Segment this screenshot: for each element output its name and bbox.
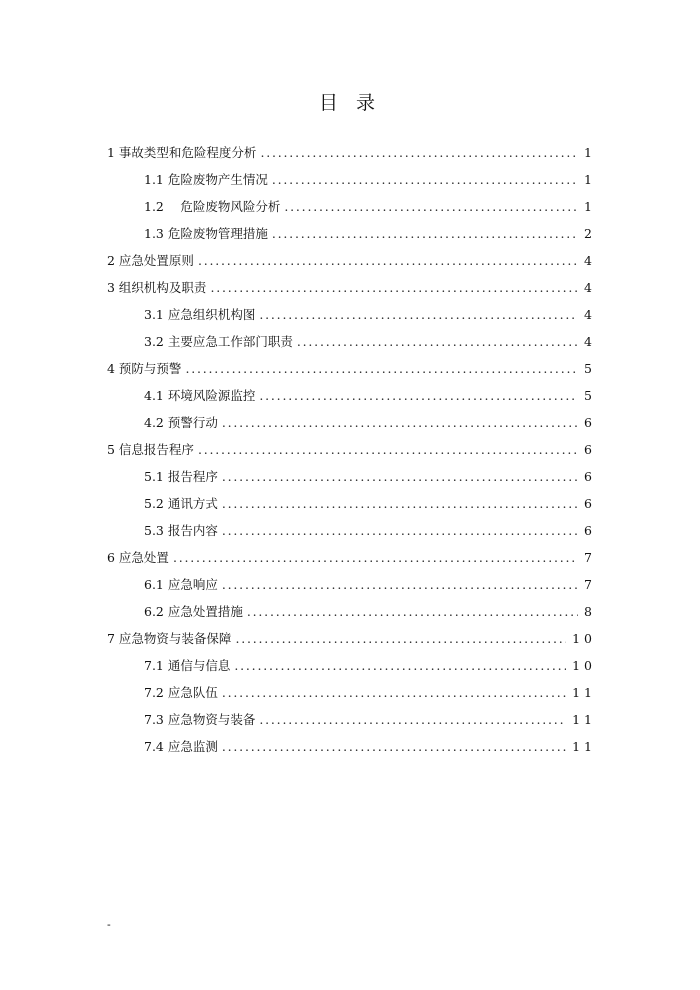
toc-entry-label: 1.2 危险废物风险分析	[144, 199, 281, 214]
toc-entry[interactable]	[107, 276, 596, 300]
toc-dot-leader	[259, 384, 578, 408]
toc-dot-leader	[210, 276, 578, 300]
toc-entry-label: 3 组织机构及职责	[107, 280, 207, 295]
toc-entry-page: 7	[584, 577, 596, 592]
toc-entry-label: 7.2 应急队伍	[144, 685, 218, 700]
toc-entry[interactable]	[144, 708, 596, 732]
toc-dot-leader	[247, 600, 578, 624]
toc-entry[interactable]	[107, 357, 596, 381]
toc-entry[interactable]	[107, 249, 596, 273]
toc-entry[interactable]	[144, 384, 596, 408]
toc-dot-leader	[259, 708, 566, 732]
toc-dot-leader	[198, 249, 578, 273]
toc-dot-leader	[173, 546, 578, 570]
toc-entry-label: 1 事故类型和危险程度分析	[107, 145, 257, 160]
toc-entry-page: 4	[584, 334, 596, 349]
toc-entry[interactable]	[144, 492, 596, 516]
toc-entry-page: 6	[584, 415, 596, 430]
toc-entry-label: 7 应急物资与装备保障	[107, 631, 232, 646]
toc-entry-label: 3.2 主要应急工作部门职责	[144, 334, 293, 349]
toc-entry-label: 1.1 危险废物产生情况	[144, 172, 268, 187]
toc-entry-page: 6	[584, 496, 596, 511]
toc-entry[interactable]	[144, 195, 596, 219]
toc-dot-leader	[222, 492, 578, 516]
toc-entry[interactable]	[144, 681, 596, 705]
toc-entry-page: 10	[572, 658, 596, 673]
toc-entry[interactable]	[144, 411, 596, 435]
toc-entry-page: 4	[584, 253, 596, 268]
toc-entry[interactable]	[107, 627, 596, 651]
toc-dot-leader	[272, 168, 578, 192]
toc-entry-label: 6 应急处置	[107, 550, 169, 565]
toc-entry-label: 5 信息报告程序	[107, 442, 194, 457]
toc-dot-leader	[198, 438, 578, 462]
toc-dot-leader	[297, 330, 578, 354]
toc-entry-label: 7.3 应急物资与装备	[144, 712, 256, 727]
toc-dot-leader	[235, 627, 566, 651]
toc-dot-leader	[234, 654, 566, 678]
toc-dot-leader	[260, 141, 578, 165]
footer-mark: -	[107, 918, 111, 931]
toc-entry[interactable]	[107, 141, 596, 165]
toc-entry[interactable]	[144, 168, 596, 192]
toc-entry-page: 5	[584, 388, 596, 403]
toc-entry-page: 1	[584, 145, 596, 160]
toc-entry[interactable]	[144, 654, 596, 678]
toc-entry-page: 6	[584, 523, 596, 538]
toc-entry-label: 7.4 应急监测	[144, 739, 218, 754]
toc-entry[interactable]	[107, 546, 596, 570]
toc-entry-page: 8	[584, 604, 596, 619]
toc-dot-leader	[222, 573, 578, 597]
toc-entry-label: 4.2 预警行动	[144, 415, 218, 430]
toc-entry-label: 2 应急处置原则	[107, 253, 194, 268]
toc-entry[interactable]	[107, 438, 596, 462]
toc-entry-page: 7	[584, 550, 596, 565]
toc-dot-leader	[272, 222, 578, 246]
toc-entry[interactable]	[144, 573, 596, 597]
toc-entry-page: 1	[584, 172, 596, 187]
toc-title: 目 录	[318, 92, 382, 114]
toc-entry-label: 6.1 应急响应	[144, 577, 218, 592]
toc-entry-label: 5.1 报告程序	[144, 469, 218, 484]
toc-entry-label: 6.2 应急处置措施	[144, 604, 243, 619]
toc-entry[interactable]	[144, 465, 596, 489]
toc-entry-page: 4	[584, 307, 596, 322]
toc-entry[interactable]	[144, 735, 596, 759]
toc-dot-leader	[284, 195, 578, 219]
toc-dot-leader	[222, 519, 578, 543]
toc-entry-page: 11	[572, 685, 596, 700]
toc-dot-leader	[222, 681, 566, 705]
toc-entry-page: 6	[584, 469, 596, 484]
toc-entry-page: 11	[572, 739, 596, 754]
toc-entry-page: 1	[584, 199, 596, 214]
toc-dot-leader	[222, 411, 578, 435]
toc-entry[interactable]	[144, 303, 596, 327]
toc-entry-page: 4	[584, 280, 596, 295]
toc-entry-label: 5.3 报告内容	[144, 523, 218, 538]
toc-dot-leader	[222, 465, 578, 489]
toc-entry-label: 3.1 应急组织机构图	[144, 307, 256, 322]
toc-dot-leader	[222, 735, 566, 759]
toc-entry-page: 2	[584, 226, 596, 241]
toc-entry-page: 6	[584, 442, 596, 457]
toc-entry-label: 5.2 通讯方式	[144, 496, 218, 511]
toc-entry[interactable]	[144, 519, 596, 543]
toc-entry-label: 4.1 环境风险源监控	[144, 388, 256, 403]
toc-entry-label: 1.3 危险废物管理措施	[144, 226, 268, 241]
toc-entry-label: 7.1 通信与信息	[144, 658, 231, 673]
toc-entry-page: 11	[572, 712, 596, 727]
toc-entry[interactable]	[144, 222, 596, 246]
toc-entry-label: 4 预防与预警	[107, 361, 182, 376]
toc-dot-leader	[259, 303, 578, 327]
toc-dot-leader	[185, 357, 578, 381]
toc-entry[interactable]	[144, 600, 596, 624]
toc-entry[interactable]	[144, 330, 596, 354]
toc-entry-page: 10	[572, 631, 596, 646]
toc-entry-page: 5	[584, 361, 596, 376]
